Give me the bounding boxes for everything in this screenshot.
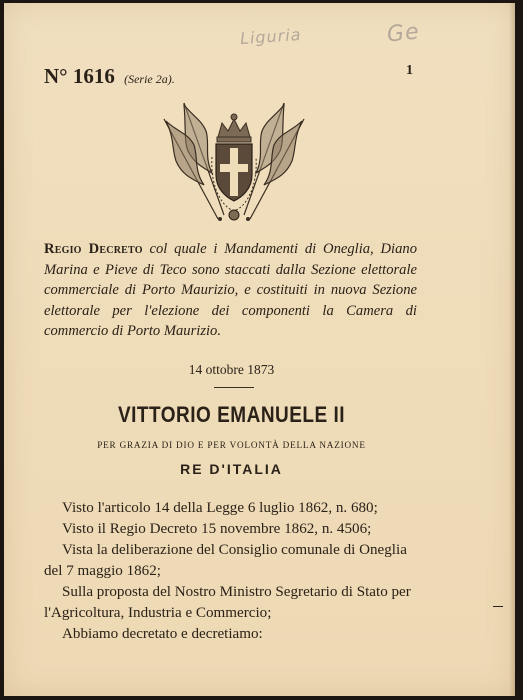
divider: [214, 387, 254, 388]
page-edge-shadow: [509, 3, 515, 696]
body-line: Visto il Regio Decreto 15 novembre 1862, n. 4506;: [62, 521, 372, 537]
body-line: Abbiamo decretato e decretiamo:: [62, 626, 263, 642]
decree-number: [44, 64, 175, 89]
pencil-note-code: Ge: [385, 19, 421, 48]
grace-formula: PER GRAZIA DI DIO E PER VOLONTÀ DELLA NAZIONE: [97, 440, 366, 450]
pencil-note-region: Liguria: [239, 24, 303, 49]
body-line: Vista la deliberazione del Consiglio comunale di Oneglia del 7 maggio 1862;: [44, 542, 407, 579]
body-line: Visto l'articolo 14 della Legge 6 luglio 1862, n. 680;: [62, 500, 378, 516]
series-label: (Serie 2a).: [124, 72, 175, 86]
decree-lead: Regio Decreto: [44, 241, 143, 257]
margin-mark: [493, 606, 503, 607]
savoy-coat-of-arms-icon: [154, 97, 314, 232]
decree-text: col quale i Mandamenti di Oneglia, Diano Marina e Pieve di Teco sono staccati dalla Sezione elettorale commerciale di Porto Maurizio, e costituiti in nuova Sezione elettorale per l'elezione dei componenti la Camera di commercio di Porto Maurizio.: [44, 241, 417, 340]
decree-number-text: N° 1616: [44, 64, 115, 88]
decree-date: 14 ottobre 1873: [188, 362, 275, 377]
decree-title-paragraph: [44, 239, 417, 342]
body-line: Sulla proposta del Nostro Ministro Segretario di Stato per l'Agricoltura, Industria e Commercio;: [44, 584, 411, 621]
king-name: VITTORIO EMANUELE II: [117, 403, 346, 428]
decree-body: [44, 498, 419, 645]
document-page: [4, 3, 515, 696]
page-number: 1: [406, 63, 413, 78]
king-title: RE D'ITALIA: [180, 461, 283, 477]
